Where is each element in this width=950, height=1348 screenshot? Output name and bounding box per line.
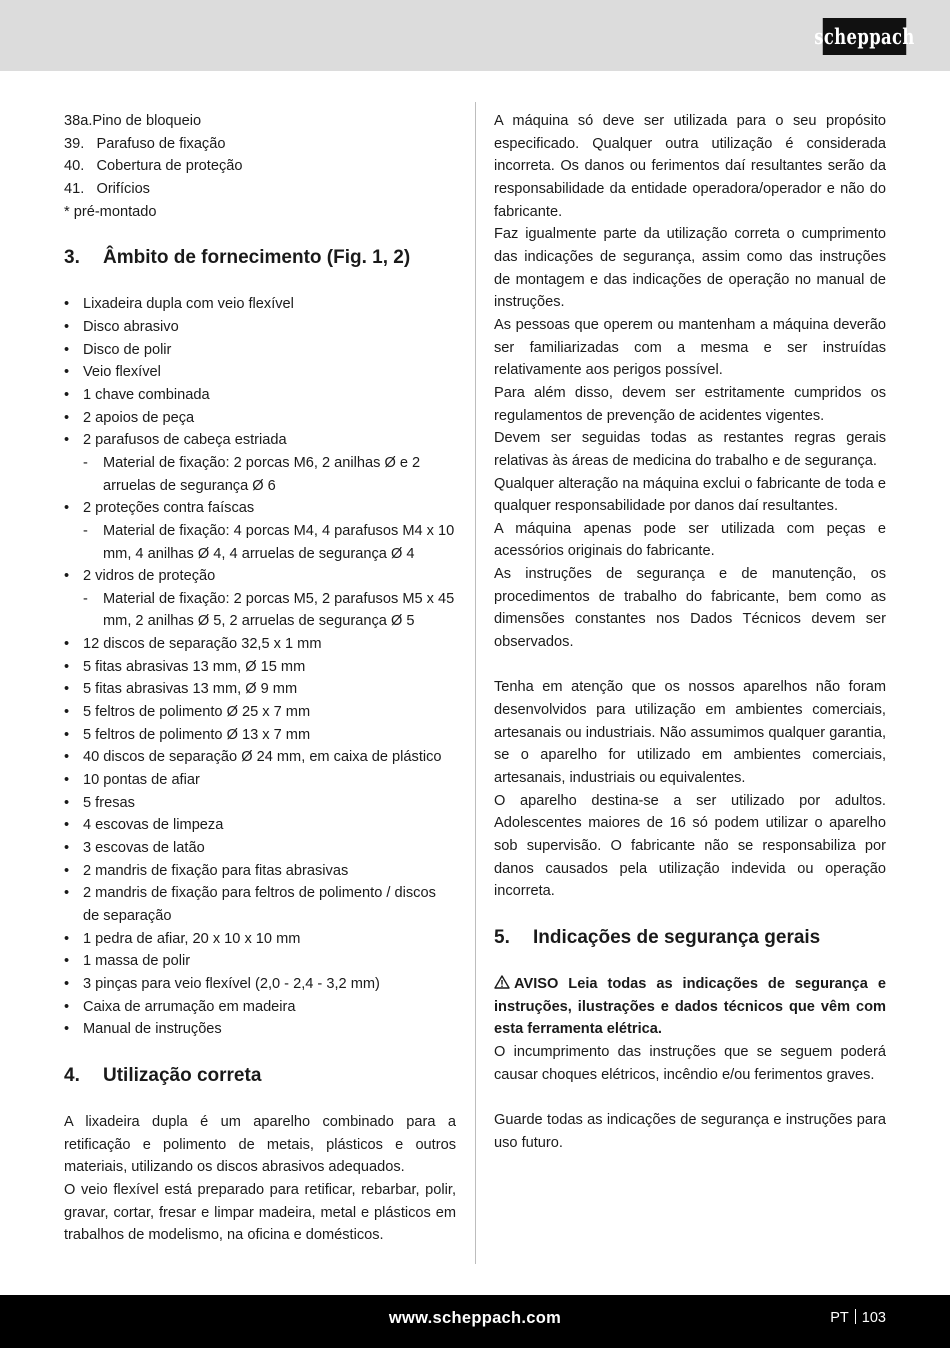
list-item-text: Veio flexível <box>83 364 161 381</box>
paragraph: Guarde todas as indicações de segurança e instruções para uso futuro. <box>494 1111 886 1151</box>
list-item-text: Lixadeira dupla com veio flexível <box>83 296 294 313</box>
bullet-icon: • <box>64 885 70 902</box>
list-item-text: 1 chave combinada <box>83 386 210 403</box>
bullet-icon: • <box>64 318 70 335</box>
preassembled-note: * pré-montado <box>64 203 157 220</box>
paragraph: A máquina apenas pode ser utilizada com peças e acessórios originais do fabricante. <box>494 520 886 560</box>
list-item-text: 12 discos de separação 32,5 x 1 mm <box>83 636 322 653</box>
list-item <box>64 565 456 633</box>
warning-triangle-icon <box>494 975 510 989</box>
bullet-icon: • <box>64 930 70 947</box>
list-item <box>64 792 456 815</box>
left-column <box>64 110 456 1247</box>
list-item <box>64 678 456 701</box>
paragraph: Qualquer alteração na máquina exclui o fabricante de toda e qualquer responsabilidade por danos daí resultantes. <box>494 475 886 515</box>
list-item-text: 4 escovas de limpeza <box>83 817 224 834</box>
list-item-text: 2 parafusos de cabeça estriada <box>83 432 287 449</box>
list-item <box>64 950 456 973</box>
paragraph: O veio flexível está preparado para retificar, rebarbar, polir, gravar, cortar, fresar e limpar madeira, metal e plásticos em trabalhos de modelismo, na oficina e domésticos. <box>64 1181 456 1244</box>
bullet-icon: • <box>64 364 70 381</box>
list-item-text: 2 apoios de peça <box>83 409 195 426</box>
list-item-text: Caixa de arrumação em madeira <box>83 998 296 1015</box>
bullet-icon: • <box>64 386 70 403</box>
column-divider <box>475 102 476 1264</box>
list-item-text: 5 feltros de polimento Ø 25 x 7 mm <box>83 704 311 721</box>
list-item <box>64 293 456 316</box>
list-item-text: 1 pedra de afiar, 20 x 10 x 10 mm <box>83 930 301 947</box>
list-item <box>64 724 456 747</box>
brand-logo: scheppach <box>823 18 906 55</box>
list-item-text: Manual de instruções <box>83 1021 222 1038</box>
list-item-text: 40 discos de separação Ø 24 mm, em caixa de plástico <box>83 749 442 766</box>
list-item-text: 1 massa de polir <box>83 953 191 970</box>
list-item-text: 5 fitas abrasivas 13 mm, Ø 15 mm <box>83 658 306 675</box>
section-4-heading: 4. Utilização correta <box>64 1064 262 1086</box>
bullet-icon: • <box>64 341 70 358</box>
list-item <box>64 746 456 769</box>
scope-of-delivery-list <box>64 293 456 1041</box>
list-item-text: 5 fitas abrasivas 13 mm, Ø 9 mm <box>83 681 298 698</box>
list-item <box>64 814 456 837</box>
dash-icon: - <box>83 522 88 539</box>
bullet-icon: • <box>64 500 70 517</box>
paragraph: O aparelho destina-se a ser utilizado por adultos. Adolescentes maiores de 16 só podem utilizar o aparelho sob supervisão. O fabricante não se responsabiliza por danos causados pela utilização indevida ou operação incorreta. <box>494 792 886 900</box>
list-item-text: 5 fresas <box>83 794 135 811</box>
list-item <box>64 339 456 362</box>
bullet-icon: • <box>64 726 70 743</box>
bullet-icon: • <box>64 636 70 653</box>
list-item-text: Disco de polir <box>83 341 172 358</box>
list-item <box>64 769 456 792</box>
sub-list-item-text: Material de fixação: 2 porcas M5, 2 parafusos M5 x 45 mm, 2 anilhas Ø 5, 2 arruelas de segurança Ø 5 <box>103 590 455 630</box>
paragraph: A máquina só deve ser utilizada para o seu propósito especificado. Qualquer outra utilização é considerada incorreta. Os danos ou ferimentos daí resultantes serão da responsabilidade da entidade operadora/operador e não do fabricante. <box>494 113 886 220</box>
warning-paragraph: AVISO Leia todas as indicações de segurança e instruções, ilustrações e dados técnicos que vêm com esta ferramenta elétrica. <box>494 975 886 1038</box>
sub-list-item-text: Material de fixação: 2 porcas M6, 2 anilhas Ø e 2 arruelas de segurança Ø 6 <box>103 454 421 494</box>
list-item-text: 2 mandris de fixação para feltros de polimento / discos de separação <box>83 885 436 924</box>
dash-icon: - <box>83 590 88 607</box>
language-code: PT <box>830 1310 849 1326</box>
bullet-icon: • <box>64 296 70 313</box>
bullet-icon: • <box>64 704 70 721</box>
bullet-icon: • <box>64 1021 70 1038</box>
website-link[interactable]: www.scheppach.com <box>388 1309 562 1327</box>
paragraph: O incumprimento das instruções que se seguem poderá causar choques elétricos, incêndio e/ou ferimentos graves. <box>494 1043 886 1083</box>
list-item <box>64 996 456 1019</box>
list-item <box>64 633 456 656</box>
list-item <box>64 407 456 430</box>
bullet-icon: • <box>64 998 70 1015</box>
parts-list-item: 38a.Pino de bloqueio <box>64 113 202 129</box>
list-item <box>64 882 456 927</box>
list-item-text: 5 feltros de polimento Ø 13 x 7 mm <box>83 726 311 743</box>
bullet-icon: • <box>64 975 70 992</box>
bullet-icon: • <box>64 772 70 789</box>
list-item <box>64 928 456 951</box>
list-item-text: 2 mandris de fixação para fitas abrasivas <box>83 862 349 879</box>
paragraph: Devem ser seguidas todas as restantes regras gerais relativas às áreas de medicina do trabalho e de segurança. <box>494 430 886 469</box>
list-item <box>64 316 456 339</box>
list-item <box>64 656 456 679</box>
bullet-icon: • <box>64 794 70 811</box>
list-item <box>64 1018 456 1041</box>
list-item-text: 2 proteções contra faíscas <box>83 500 255 517</box>
parts-list-item: 40. Cobertura de proteção <box>64 158 243 175</box>
paragraph: As pessoas que operem ou mantenham a máquina deverão ser familiarizadas com a mesma e ser instruídas relativamente aos perigos possível. <box>494 316 886 379</box>
bullet-icon: • <box>64 568 70 585</box>
bullet-icon: • <box>64 840 70 857</box>
paragraph: As instruções de segurança e de manutenção, os procedimentos de trabalho do fabricante, bem como as dimensões constantes nos Dados Técnicos devem ser observados. <box>494 566 886 651</box>
list-item-text: 2 vidros de proteção <box>83 568 216 585</box>
paragraph: Tenha em atenção que os nossos aparelhos não foram desenvolvidos para utilização em ambientes comerciais, artesanais ou industriais. Não assumimos qualquer garantia, se o aparelho for utilizado em ambientes comerciais, artesanais, industriais ou equivalentes. <box>494 679 886 787</box>
list-item <box>64 701 456 724</box>
bullet-icon: • <box>64 817 70 834</box>
section-5-heading: 5. Indicações de segurança gerais <box>494 926 821 948</box>
sub-list-item-text: Material de fixação: 4 porcas M4, 4 parafusos M4 x 10 mm, 4 anilhas Ø 4, 4 arruelas de segurança Ø 4 <box>103 522 455 562</box>
list-item-text: 3 escovas de latão <box>83 840 205 857</box>
sub-list-item <box>83 452 456 497</box>
list-item <box>64 973 456 996</box>
list-item-text: 10 pontas de afiar <box>83 772 200 789</box>
list-item-text: 3 pinças para veio flexível (2,0 - 2,4 - 3,2 mm) <box>83 975 380 992</box>
page-number <box>830 1309 886 1326</box>
bullet-icon: • <box>64 658 70 675</box>
list-item <box>64 361 456 384</box>
list-item-text: Disco abrasivo <box>83 318 179 335</box>
parts-list-item: 41. Orifícios <box>64 180 150 197</box>
bullet-icon: • <box>64 409 70 426</box>
bullet-icon: • <box>64 681 70 698</box>
sub-list-item <box>83 588 456 633</box>
paragraph: Faz igualmente parte da utilização correta o cumprimento das indicações de segurança, assim como das instruções de montagem e das indicações de operação no manual de instruções. <box>494 226 886 311</box>
bullet-icon: • <box>64 749 70 766</box>
parts-list <box>64 110 456 223</box>
sub-list-item <box>83 520 456 565</box>
section-3-heading: 3. Âmbito de fornecimento (Fig. 1, 2) <box>64 247 411 269</box>
list-item <box>64 497 456 565</box>
list-item <box>64 384 456 407</box>
header-band <box>0 0 950 71</box>
right-column <box>494 110 886 1154</box>
dash-icon: - <box>83 454 88 471</box>
page-num: 103 <box>861 1310 886 1326</box>
list-item <box>64 860 456 883</box>
bullet-icon: • <box>64 862 70 879</box>
bullet-icon: • <box>64 953 70 970</box>
bullet-icon: • <box>64 432 70 449</box>
list-item <box>64 429 456 497</box>
separator <box>855 1309 856 1324</box>
paragraph: Para além disso, devem ser estritamente cumpridos os regulamentos de prevenção de acidentes vigentes. <box>494 384 886 424</box>
list-item <box>64 837 456 860</box>
parts-list-item: 39. Parafuso de fixação <box>64 135 226 152</box>
footer <box>0 1295 950 1348</box>
paragraph: A lixadeira dupla é um aparelho combinado para a retificação e polimento de metais, plásticos e outros materiais, utilizando os discos abrasivos adequados. <box>64 1113 456 1176</box>
